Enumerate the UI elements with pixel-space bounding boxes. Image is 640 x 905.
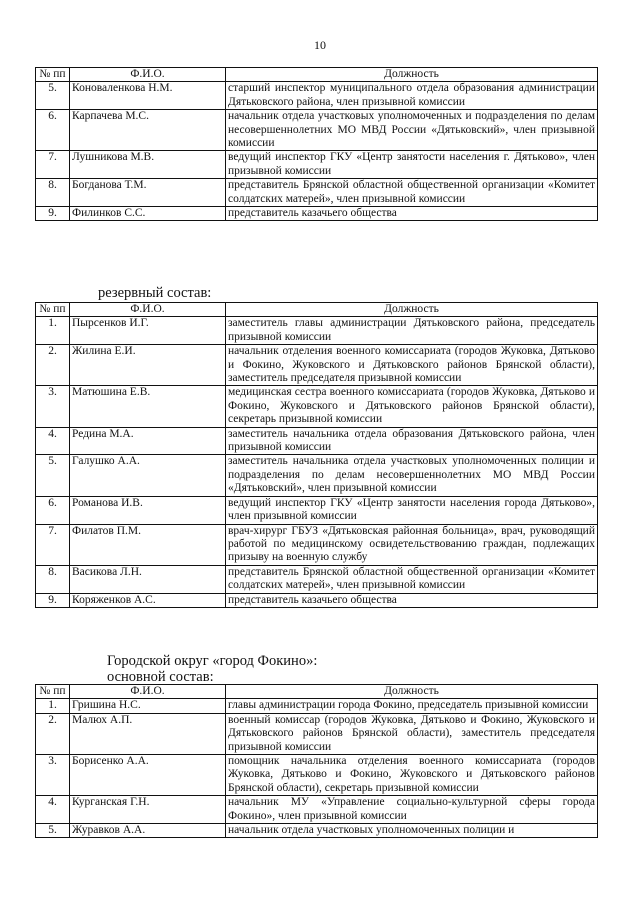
row-number: 3. [36, 386, 70, 427]
row-number: 8. [36, 565, 70, 593]
table-row [36, 317, 598, 345]
member-name: Коноваленкова Н.М. [70, 82, 226, 110]
member-name: Редина М.А. [70, 427, 226, 455]
member-name: Коряженков А.С. [70, 593, 226, 607]
column-header-number: № пп [36, 303, 70, 317]
member-position: начальник отделения военного комиссариата (городов Жуковка, Дятьково и Фокино, Жуковского и Дятьковского районов Брянской области), заместитель председателя призывной комиссии [226, 345, 598, 386]
commission-table-reserve-composition [35, 302, 598, 608]
member-name: Матюшина Е.В. [70, 386, 226, 427]
member-position: заместитель начальника отдела участковых уполномоченных полиции и подразделения по делам несовершеннолетних МО МВД России «Дятьковский», член призывной комиссии [226, 455, 598, 496]
member-position: представитель Брянской областной общественной организации «Комитет солдатских матерей», член призывной комиссии [226, 565, 598, 593]
page-number: 10 [314, 38, 326, 52]
member-position: старший инспектор муниципального отдела образования администрации Дятьковского района, член призывной комиссии [226, 82, 598, 110]
member-position: главы администрации города Фокино, председатель призывной комиссии [226, 699, 598, 713]
member-name: Пырсенков И.Г. [70, 317, 226, 345]
member-position: помощник начальника отделения военного комиссариата (городов Жуковка, Дятьково и Фокино, Жуковского и Дятьковского районов Брянской области), секретарь призывной комиссии [226, 755, 598, 796]
table-row [36, 455, 598, 496]
commission-table-fokino-main-composition [35, 684, 598, 838]
column-header-name: Ф.И.О. [70, 303, 226, 317]
member-position: заместитель начальника отдела образования Дятьковского района, член призывной комиссии [226, 427, 598, 455]
member-name: Богданова Т.М. [70, 179, 226, 207]
section-heading-main-composition: основной состав: [107, 669, 214, 685]
member-name: Филинков С.С. [70, 207, 226, 221]
table-row [36, 796, 598, 824]
row-number: 8. [36, 179, 70, 207]
table-row [36, 699, 598, 713]
row-number: 6. [36, 110, 70, 151]
member-position: заместитель главы администрации Дятьковского района, председатель призывной комиссии [226, 317, 598, 345]
member-position: врач-хирург ГБУЗ «Дятьковская районная больница», врач, руководящий работой по медицинскому освидетельствованию граждан, подлежащих призыву на военную службу [226, 524, 598, 565]
table-row [36, 713, 598, 754]
member-position: представитель казачьего общества [226, 593, 598, 607]
column-header-position: Должность [226, 685, 598, 699]
column-header-position: Должность [226, 68, 598, 82]
table-row [36, 565, 598, 593]
member-name: Курганская Г.Н. [70, 796, 226, 824]
row-number: 7. [36, 524, 70, 565]
member-name: Карпачева М.С. [70, 110, 226, 151]
member-name: Гришина Н.С. [70, 699, 226, 713]
section-heading-reserve: резервный состав: [98, 285, 212, 301]
member-name: Романова И.В. [70, 496, 226, 524]
table-row [36, 755, 598, 796]
row-number: 4. [36, 796, 70, 824]
column-header-position: Должность [226, 303, 598, 317]
member-position: медицинская сестра военного комиссариата (городов Жуковка, Дятьково и Фокино, Жуковского и Дятьковского районов Брянской области), секретарь призывной комиссии [226, 386, 598, 427]
member-position: военный комиссар (городов Жуковка, Дятьково и Фокино, Жуковского и Дятьковского районов Брянской области), заместитель председателя призывной комиссии [226, 713, 598, 754]
table-row [36, 496, 598, 524]
table-header-row [36, 685, 598, 699]
member-name: Васикова Л.Н. [70, 565, 226, 593]
row-number: 6. [36, 496, 70, 524]
column-header-number: № пп [36, 685, 70, 699]
row-number: 2. [36, 713, 70, 754]
member-position: ведущий инспектор ГКУ «Центр занятости населения г. Дятьково», член призывной комиссии [226, 151, 598, 179]
member-position: ведущий инспектор ГКУ «Центр занятости населения города Дятьково», член призывной комиссии [226, 496, 598, 524]
member-position: начальник МУ «Управление социально-культурной сферы города Фокино», член призывной комиссии [226, 796, 598, 824]
table-row [36, 345, 598, 386]
row-number: 9. [36, 593, 70, 607]
member-position: начальник отдела участковых уполномоченных и подразделения по делам несовершеннолетних МО МВД России «Дятьковский», член призывной комиссии [226, 110, 598, 151]
column-header-name: Ф.И.О. [70, 685, 226, 699]
column-header-name: Ф.И.О. [70, 68, 226, 82]
table-row [36, 824, 598, 838]
table-row [36, 524, 598, 565]
member-position: начальник отдела участковых уполномоченных полиции и [226, 824, 598, 838]
member-position: представитель казачьего общества [226, 207, 598, 221]
table-row [36, 427, 598, 455]
row-number: 4. [36, 427, 70, 455]
table-row [36, 179, 598, 207]
member-position: представитель Брянской областной общественной организации «Комитет солдатских матерей», член призывной комиссии [226, 179, 598, 207]
row-number: 2. [36, 345, 70, 386]
table-header-row [36, 68, 598, 82]
member-name: Борисенко А.А. [70, 755, 226, 796]
member-name: Лушникова М.В. [70, 151, 226, 179]
member-name: Галушко А.А. [70, 455, 226, 496]
table-row [36, 110, 598, 151]
member-name: Журавков А.А. [70, 824, 226, 838]
commission-table-main-composition-continued [35, 67, 598, 221]
table-row [36, 207, 598, 221]
member-name: Малюх А.П. [70, 713, 226, 754]
member-name: Филатов П.М. [70, 524, 226, 565]
section-heading-fokino: Городской округ «город Фокино»: [107, 653, 318, 669]
row-number: 9. [36, 207, 70, 221]
row-number: 5. [36, 82, 70, 110]
table-row [36, 82, 598, 110]
row-number: 1. [36, 317, 70, 345]
row-number: 1. [36, 699, 70, 713]
member-name: Жилина Е.И. [70, 345, 226, 386]
row-number: 5. [36, 455, 70, 496]
column-header-number: № пп [36, 68, 70, 82]
row-number: 3. [36, 755, 70, 796]
row-number: 7. [36, 151, 70, 179]
table-row [36, 151, 598, 179]
table-header-row [36, 303, 598, 317]
row-number: 5. [36, 824, 70, 838]
table-row [36, 593, 598, 607]
table-row [36, 386, 598, 427]
